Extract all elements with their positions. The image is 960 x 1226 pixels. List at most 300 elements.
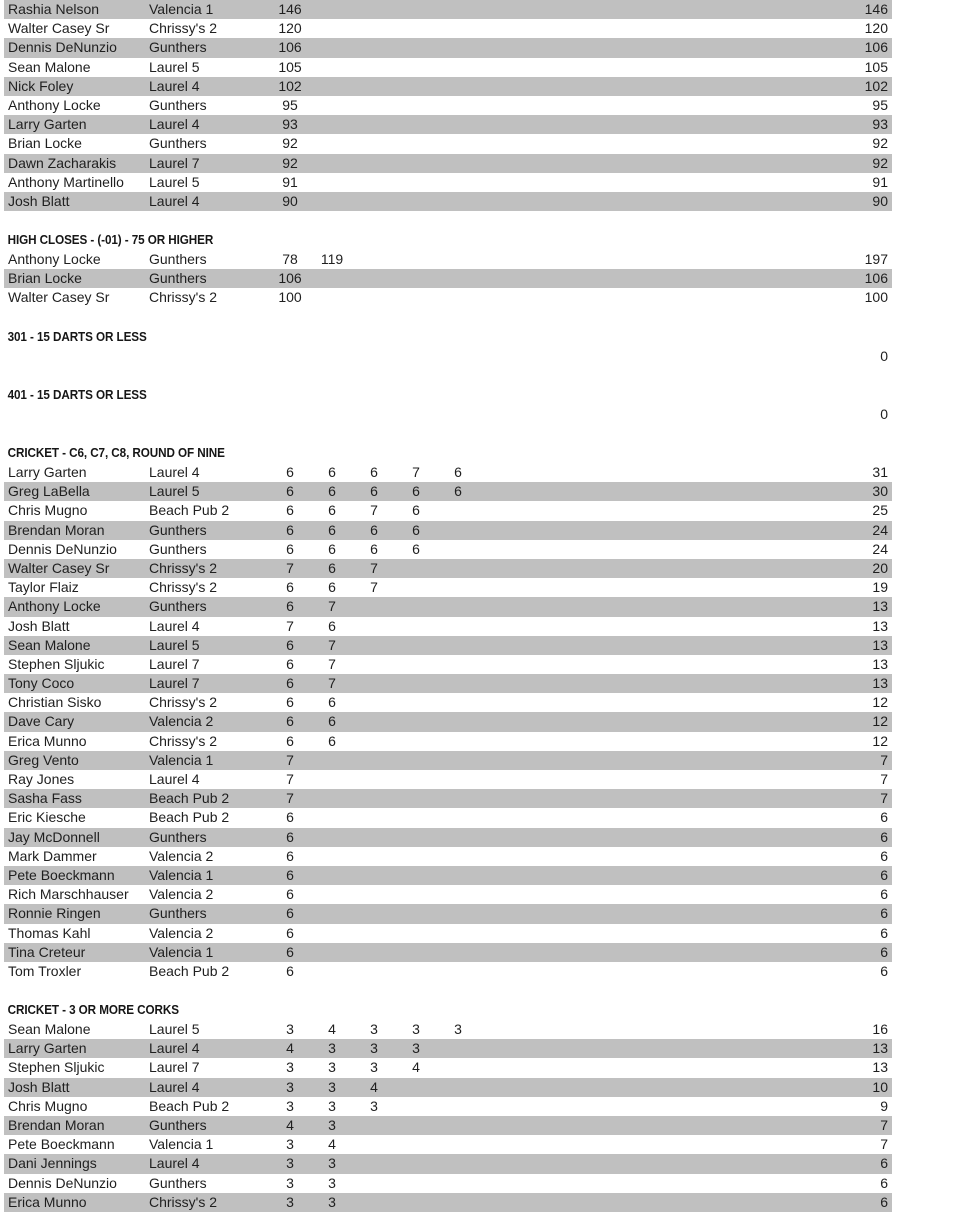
section-rows <box>4 250 892 308</box>
team-cell: Laurel 5 <box>149 636 200 653</box>
section-header: CRICKET - 3 OR MORE CORKS <box>7 1002 179 1018</box>
score-cell-3: 6 <box>370 483 378 500</box>
score-cell-1: 92 <box>282 135 298 152</box>
section-rows <box>4 347 892 366</box>
table-row <box>4 501 892 520</box>
score-cell-1: 3 <box>286 1193 294 1210</box>
total-cell: 30 <box>872 483 888 500</box>
player-name-cell: Anthony Locke <box>8 96 101 113</box>
total-cell: 9 <box>880 1097 888 1114</box>
score-cell-1: 6 <box>286 866 294 883</box>
total-cell: 92 <box>872 154 888 171</box>
score-cell-1: 6 <box>286 943 294 960</box>
score-cell-4: 6 <box>412 540 420 557</box>
total-cell: 93 <box>872 116 888 133</box>
player-name-cell: Brendan Moran <box>8 521 105 538</box>
score-cell-2: 6 <box>328 559 336 576</box>
score-cell-2: 6 <box>328 579 336 596</box>
table-row <box>4 1039 892 1058</box>
score-cell-2: 6 <box>328 732 336 749</box>
player-name-cell: Stephen Sljukic <box>8 655 105 672</box>
score-cell-1: 78 <box>282 251 298 268</box>
score-cell-1: 102 <box>278 77 302 94</box>
team-cell: Laurel 4 <box>149 1078 200 1095</box>
table-row <box>4 712 892 731</box>
total-cell: 13 <box>872 1059 888 1076</box>
total-cell: 6 <box>880 847 888 864</box>
player-name-cell: Sean Malone <box>8 58 91 75</box>
team-cell: Laurel 4 <box>149 1155 200 1172</box>
team-cell: Gunthers <box>149 39 207 56</box>
score-cell-1: 100 <box>278 289 302 306</box>
player-name-cell: Taylor Flaiz <box>8 579 79 596</box>
sections-container <box>4 0 892 1212</box>
team-cell: Beach Pub 2 <box>149 809 230 826</box>
player-name-cell: Chris Mugno <box>8 502 88 519</box>
score-cell-2: 3 <box>328 1174 336 1191</box>
total-cell: 7 <box>880 771 888 787</box>
total-cell: 6 <box>880 866 888 883</box>
score-cell-1: 7 <box>286 771 294 787</box>
stats-section <box>4 233 892 308</box>
score-cell-2: 3 <box>328 1078 336 1095</box>
team-cell: Laurel 7 <box>149 154 200 171</box>
team-cell: Laurel 4 <box>149 116 200 133</box>
player-name-cell: Brian Locke <box>8 270 82 287</box>
section-rows <box>4 463 892 981</box>
score-cell-1: 6 <box>286 905 294 922</box>
total-cell: 6 <box>880 905 888 922</box>
team-cell: Valencia 2 <box>149 924 214 941</box>
total-cell: 12 <box>872 713 888 730</box>
player-name-cell: Sasha Fass <box>8 790 82 807</box>
player-name-cell: Dawn Zacharakis <box>8 154 117 171</box>
team-cell: Laurel 7 <box>149 675 200 692</box>
team-cell: Laurel 7 <box>149 655 200 672</box>
table-row <box>4 636 892 655</box>
table-row <box>4 655 892 674</box>
score-cell-1: 6 <box>286 540 294 557</box>
team-cell: Gunthers <box>149 521 207 538</box>
score-cell-1: 6 <box>286 847 294 864</box>
score-cell-1: 7 <box>286 790 294 807</box>
player-name-cell: Stephen Sljukic <box>8 1059 105 1076</box>
score-cell-2: 6 <box>328 502 336 519</box>
score-cell-1: 6 <box>286 579 294 596</box>
stats-section <box>4 1003 892 1212</box>
total-cell: 13 <box>872 675 888 692</box>
score-cell-3: 3 <box>370 1059 378 1076</box>
player-name-cell: Walter Casey Sr <box>8 20 110 37</box>
player-name-cell: Larry Garten <box>8 464 87 480</box>
score-cell-1: 92 <box>282 154 298 171</box>
player-name-cell: Rashia Nelson <box>8 1 100 17</box>
stats-section <box>4 0 892 211</box>
table-row <box>4 943 892 962</box>
table-row <box>4 885 892 904</box>
total-cell: 12 <box>872 732 888 749</box>
score-cell-2: 3 <box>328 1040 336 1057</box>
team-cell: Gunthers <box>149 598 207 615</box>
table-row <box>4 674 892 693</box>
team-cell: Laurel 5 <box>149 173 200 190</box>
score-cell-3: 7 <box>370 502 378 519</box>
score-cell-1: 6 <box>286 598 294 615</box>
total-cell: 6 <box>880 943 888 960</box>
total-cell: 24 <box>872 521 888 538</box>
score-cell-4: 4 <box>412 1059 420 1076</box>
table-row <box>4 962 892 981</box>
score-cell-1: 6 <box>286 655 294 672</box>
stats-section <box>4 446 892 981</box>
team-cell: Gunthers <box>149 1117 207 1133</box>
total-cell: 106 <box>864 39 888 56</box>
section-rows <box>4 0 892 211</box>
player-name-cell: Mark Dammer <box>8 847 97 864</box>
table-row <box>4 789 892 808</box>
score-cell-1: 6 <box>286 502 294 519</box>
team-cell: Chrissy's 2 <box>149 20 218 37</box>
player-name-cell: Tony Coco <box>8 675 75 692</box>
player-name-cell: Tina Creteur <box>8 943 86 960</box>
team-cell: Chrissy's 2 <box>149 559 218 576</box>
player-name-cell: Larry Garten <box>8 116 87 133</box>
score-cell-1: 146 <box>278 1 302 17</box>
table-row <box>4 96 892 115</box>
total-cell: 102 <box>864 77 888 94</box>
team-cell: Gunthers <box>149 96 207 113</box>
total-cell: 0 <box>880 347 888 364</box>
total-cell: 10 <box>872 1078 888 1095</box>
score-cell-1: 6 <box>286 962 294 979</box>
team-cell: Valencia 1 <box>149 943 214 960</box>
score-cell-1: 3 <box>286 1155 294 1172</box>
total-cell: 13 <box>872 617 888 634</box>
total-cell: 105 <box>864 58 888 75</box>
score-cell-1: 6 <box>286 521 294 538</box>
total-cell: 146 <box>864 1 888 17</box>
team-cell: Gunthers <box>149 1174 207 1191</box>
table-row <box>4 173 892 192</box>
table-row <box>4 540 892 559</box>
player-name-cell: Anthony Martinello <box>8 173 124 190</box>
team-cell: Gunthers <box>149 540 207 557</box>
table-row <box>4 1020 892 1039</box>
section-header: CRICKET - C6, C7, C8, ROUND OF NINE <box>7 445 225 460</box>
score-cell-1: 6 <box>286 694 294 711</box>
player-name-cell: Dennis DeNunzio <box>8 39 117 56</box>
total-cell: 25 <box>872 502 888 519</box>
table-row <box>4 288 892 307</box>
score-cell-4: 3 <box>412 1021 420 1038</box>
score-cell-1: 95 <box>282 96 298 113</box>
team-cell: Valencia 1 <box>149 1136 214 1153</box>
score-cell-1: 6 <box>286 713 294 730</box>
team-cell: Valencia 2 <box>149 713 214 730</box>
total-cell: 6 <box>880 924 888 941</box>
score-cell-3: 4 <box>370 1078 378 1095</box>
score-cell-4: 6 <box>412 502 420 519</box>
table-row <box>4 847 892 866</box>
table-row <box>4 38 892 57</box>
total-cell: 95 <box>872 96 888 113</box>
player-name-cell: Thomas Kahl <box>8 924 91 941</box>
score-cell-3: 7 <box>370 559 378 576</box>
team-cell: Gunthers <box>149 828 207 845</box>
table-row <box>4 134 892 153</box>
team-cell: Beach Pub 2 <box>149 962 230 979</box>
score-cell-1: 6 <box>286 636 294 653</box>
table-row <box>4 770 892 789</box>
table-row <box>4 1135 892 1154</box>
score-cell-1: 3 <box>286 1021 294 1038</box>
score-cell-1: 6 <box>286 924 294 941</box>
score-cell-2: 3 <box>328 1155 336 1172</box>
table-row <box>4 1174 892 1193</box>
score-cell-3: 7 <box>370 579 378 596</box>
score-cell-1: 3 <box>286 1097 294 1114</box>
score-cell-2: 3 <box>328 1193 336 1210</box>
player-name-cell: Sean Malone <box>8 1021 91 1038</box>
team-cell: Laurel 5 <box>149 483 200 500</box>
total-cell: 13 <box>872 636 888 653</box>
table-row <box>4 904 892 923</box>
team-cell: Laurel 4 <box>149 771 200 787</box>
table-row <box>4 154 892 173</box>
player-name-cell: Josh Blatt <box>8 617 70 634</box>
player-name-cell: Walter Casey Sr <box>8 289 110 306</box>
total-cell: 0 <box>880 405 888 422</box>
score-cell-5: 6 <box>454 464 462 480</box>
table-row <box>4 924 892 943</box>
total-cell: 90 <box>872 192 888 209</box>
player-name-cell: Dave Cary <box>8 713 75 730</box>
table-row <box>4 0 892 19</box>
total-cell: 12 <box>872 694 888 711</box>
table-row <box>4 1097 892 1116</box>
table-row <box>4 866 892 885</box>
section-rows <box>4 1020 892 1212</box>
total-cell: 24 <box>872 540 888 557</box>
score-cell-4: 6 <box>412 521 420 538</box>
team-cell: Gunthers <box>149 270 207 287</box>
team-cell: Laurel 4 <box>149 192 200 209</box>
score-cell-4: 6 <box>412 483 420 500</box>
table-row <box>4 559 892 578</box>
score-cell-2: 7 <box>328 675 336 692</box>
score-cell-2: 3 <box>328 1117 336 1133</box>
player-name-cell: Ronnie Ringen <box>8 905 101 922</box>
player-name-cell: Josh Blatt <box>8 1078 70 1095</box>
team-cell: Laurel 4 <box>149 617 200 634</box>
table-row <box>4 617 892 636</box>
team-cell: Laurel 4 <box>149 1040 200 1057</box>
table-row <box>4 828 892 847</box>
player-name-cell: Dani Jennings <box>8 1155 97 1172</box>
score-cell-2: 6 <box>328 483 336 500</box>
total-cell: 6 <box>880 828 888 845</box>
stats-report <box>4 0 892 1212</box>
team-cell: Laurel 4 <box>149 464 200 480</box>
table-row <box>4 521 892 540</box>
table-row <box>4 19 892 38</box>
team-cell: Beach Pub 2 <box>149 1097 230 1114</box>
score-cell-2: 4 <box>328 1136 336 1153</box>
score-cell-5: 6 <box>454 483 462 500</box>
player-name-cell: Anthony Locke <box>8 598 101 615</box>
player-name-cell: Nick Foley <box>8 77 74 94</box>
total-cell: 106 <box>864 270 888 287</box>
player-name-cell: Dennis DeNunzio <box>8 1174 117 1191</box>
total-cell: 7 <box>880 1136 888 1153</box>
team-cell: Laurel 7 <box>149 1059 200 1076</box>
score-cell-1: 105 <box>278 58 302 75</box>
score-cell-3: 3 <box>370 1097 378 1114</box>
player-name-cell: Larry Garten <box>8 1040 87 1057</box>
score-cell-1: 4 <box>286 1117 294 1133</box>
team-cell: Laurel 5 <box>149 1021 200 1038</box>
team-cell: Beach Pub 2 <box>149 502 230 519</box>
player-name-cell: Ray Jones <box>8 771 75 787</box>
total-cell: 13 <box>872 1040 888 1057</box>
total-cell: 13 <box>872 655 888 672</box>
score-cell-2: 7 <box>328 598 336 615</box>
score-cell-2: 4 <box>328 1021 336 1038</box>
table-row <box>4 482 892 501</box>
team-cell: Valencia 2 <box>149 886 214 903</box>
table-row <box>4 250 892 269</box>
table-row <box>4 1154 892 1173</box>
score-cell-1: 6 <box>286 464 294 480</box>
team-cell: Gunthers <box>149 135 207 152</box>
score-cell-4: 7 <box>412 464 420 480</box>
total-cell: 6 <box>880 1155 888 1172</box>
score-cell-1: 3 <box>286 1059 294 1076</box>
total-cell: 19 <box>872 579 888 596</box>
table-row <box>4 1116 892 1135</box>
score-cell-1: 6 <box>286 483 294 500</box>
table-row <box>4 1078 892 1097</box>
table-row <box>4 269 892 288</box>
player-name-cell: Greg Vento <box>8 751 79 768</box>
score-cell-3: 3 <box>370 1040 378 1057</box>
score-cell-1: 3 <box>286 1136 294 1153</box>
score-cell-1: 93 <box>282 116 298 133</box>
score-cell-4: 3 <box>412 1040 420 1057</box>
score-cell-1: 6 <box>286 886 294 903</box>
player-name-cell: Dennis DeNunzio <box>8 540 117 557</box>
score-cell-2: 6 <box>328 713 336 730</box>
score-cell-1: 4 <box>286 1040 294 1057</box>
section-header: 401 - 15 DARTS OR LESS <box>7 386 147 402</box>
score-cell-1: 3 <box>286 1078 294 1095</box>
table-row <box>4 347 892 366</box>
player-name-cell: Brendan Moran <box>8 1117 105 1133</box>
player-name-cell: Pete Boeckmann <box>8 866 115 883</box>
team-cell: Gunthers <box>149 905 207 922</box>
total-cell: 92 <box>872 135 888 152</box>
team-cell: Beach Pub 2 <box>149 790 230 807</box>
player-name-cell: Anthony Locke <box>8 251 101 268</box>
score-cell-1: 6 <box>286 809 294 826</box>
total-cell: 6 <box>880 886 888 903</box>
section-header: HIGH CLOSES - (-01) - 75 OR HIGHER <box>7 232 214 248</box>
player-name-cell: Eric Kiesche <box>8 809 86 826</box>
table-row <box>4 58 892 77</box>
total-cell: 31 <box>872 464 888 480</box>
team-cell: Laurel 5 <box>149 58 200 75</box>
score-cell-2: 6 <box>328 464 336 480</box>
player-name-cell: Erica Munno <box>8 732 87 749</box>
score-cell-1: 90 <box>282 192 298 209</box>
score-cell-2: 6 <box>328 521 336 538</box>
table-row <box>4 77 892 96</box>
total-cell: 13 <box>872 598 888 615</box>
table-row <box>4 751 892 770</box>
player-name-cell: Tom Troxler <box>8 962 82 979</box>
total-cell: 6 <box>880 1174 888 1191</box>
total-cell: 7 <box>880 790 888 807</box>
score-cell-2: 3 <box>328 1097 336 1114</box>
player-name-cell: Pete Boeckmann <box>8 1136 115 1153</box>
table-row <box>4 732 892 751</box>
stats-section <box>4 330 892 366</box>
table-row <box>4 463 892 482</box>
team-cell: Valencia 1 <box>149 866 214 883</box>
score-cell-1: 106 <box>278 270 302 287</box>
player-name-cell: Sean Malone <box>8 636 91 653</box>
table-row <box>4 1193 892 1212</box>
player-name-cell: Walter Casey Sr <box>8 559 110 576</box>
section-rows <box>4 405 892 424</box>
player-name-cell: Erica Munno <box>8 1193 87 1210</box>
player-name-cell: Jay McDonnell <box>8 828 100 845</box>
total-cell: 197 <box>864 251 888 268</box>
player-name-cell: Chris Mugno <box>8 1097 88 1114</box>
total-cell: 120 <box>864 20 888 37</box>
score-cell-1: 6 <box>286 732 294 749</box>
score-cell-3: 6 <box>370 540 378 557</box>
total-cell: 100 <box>864 289 888 306</box>
team-cell: Chrissy's 2 <box>149 732 218 749</box>
score-cell-2: 7 <box>328 655 336 672</box>
score-cell-2: 7 <box>328 636 336 653</box>
table-row <box>4 1058 892 1077</box>
table-row <box>4 693 892 712</box>
player-name-cell: Christian Sisko <box>8 694 102 711</box>
player-name-cell: Josh Blatt <box>8 192 70 209</box>
team-cell: Chrissy's 2 <box>149 694 218 711</box>
score-cell-1: 106 <box>278 39 302 56</box>
total-cell: 7 <box>880 1117 888 1133</box>
score-cell-1: 3 <box>286 1174 294 1191</box>
total-cell: 7 <box>880 751 888 768</box>
score-cell-2: 6 <box>328 694 336 711</box>
stats-section <box>4 388 892 424</box>
score-cell-3: 3 <box>370 1021 378 1038</box>
total-cell: 6 <box>880 809 888 826</box>
total-cell: 6 <box>880 1193 888 1210</box>
player-name-cell: Brian Locke <box>8 135 82 152</box>
score-cell-2: 6 <box>328 617 336 634</box>
player-name-cell: Greg LaBella <box>8 483 90 500</box>
table-row <box>4 192 892 211</box>
score-cell-2: 6 <box>328 540 336 557</box>
team-cell: Valencia 1 <box>149 751 214 768</box>
table-row <box>4 578 892 597</box>
score-cell-5: 3 <box>454 1021 462 1038</box>
team-cell: Gunthers <box>149 251 207 268</box>
